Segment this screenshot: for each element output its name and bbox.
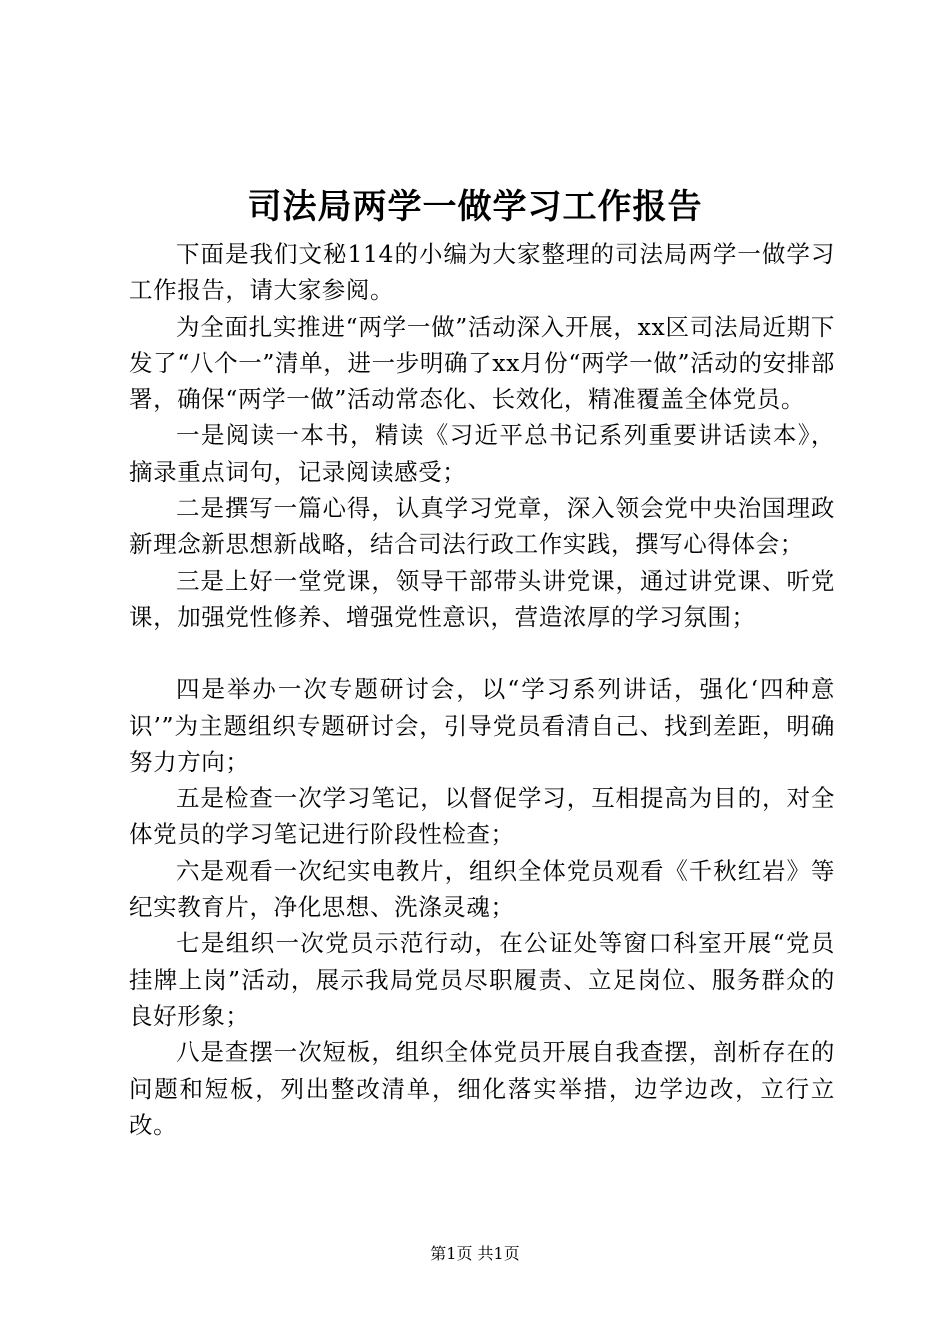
- paragraph-item-1: 一是阅读一本书，精读《习近平总书记系列重要讲话读本》，摘录重点词句，记录阅读感受；: [129, 421, 835, 486]
- paragraph-overview: 为全面扎实推进“两学一做”活动深入开展，xx区司法局近期下发了“八个一”清单，进一步明确了xx月份“两学一做”活动的安排部署，确保“两学一做”活动常态化、长效化，精准覆盖全体党员。: [129, 312, 835, 414]
- document-title: 司法局两学一做学习工作报告: [247, 187, 703, 227]
- paragraph-item-3: 三是上好一堂党课，领导干部带头讲党课，通过讲党课、听党课，加强党性修养、增强党性意识，营造浓厚的学习氛围；: [129, 566, 835, 631]
- page-footer: 第1页 共1页: [430, 1244, 520, 1263]
- document-body: [129, 236, 835, 1143]
- paragraph-intro: 下面是我们文秘114的小编为大家整理的司法局两学一做学习工作报告，请大家参阅。: [129, 240, 835, 305]
- paragraph-item-7: 七是组织一次党员示范行动，在公证处等窗口科室开展“党员挂牌上岗”活动，展示我局党员尽职履责、立足岗位、服务群众的良好形象；: [129, 929, 835, 1030]
- paragraph-item-6: 六是观看一次纪实电教片，组织全体党员观看《千秋红岩》等纪实教育片，净化思想、洗涤灵魂；: [129, 856, 835, 922]
- paragraph-item-2: 二是撰写一篇心得，认真学习党章，深入领会党中央治国理政新理念新思想新战略，结合司法行政工作实践，撰写心得体会；: [129, 494, 835, 559]
- paragraph-item-5: 五是检查一次学习笔记，以督促学习，互相提高为目的，对全体党员的学习笔记进行阶段性检查；: [129, 784, 835, 849]
- paragraph-item-8: 八是查摆一次短板，组织全体党员开展自我查摆，剖析存在的问题和短板，列出整改清单，细化落实举措，边学边改，立行立改。: [129, 1038, 835, 1139]
- paragraph-item-4: 四是举办一次专题研讨会，以“学习系列讲话，强化‘四种意识’”为主题组织专题研讨会，引导党员看清自己、找到差距，明确努力方向；: [129, 675, 835, 776]
